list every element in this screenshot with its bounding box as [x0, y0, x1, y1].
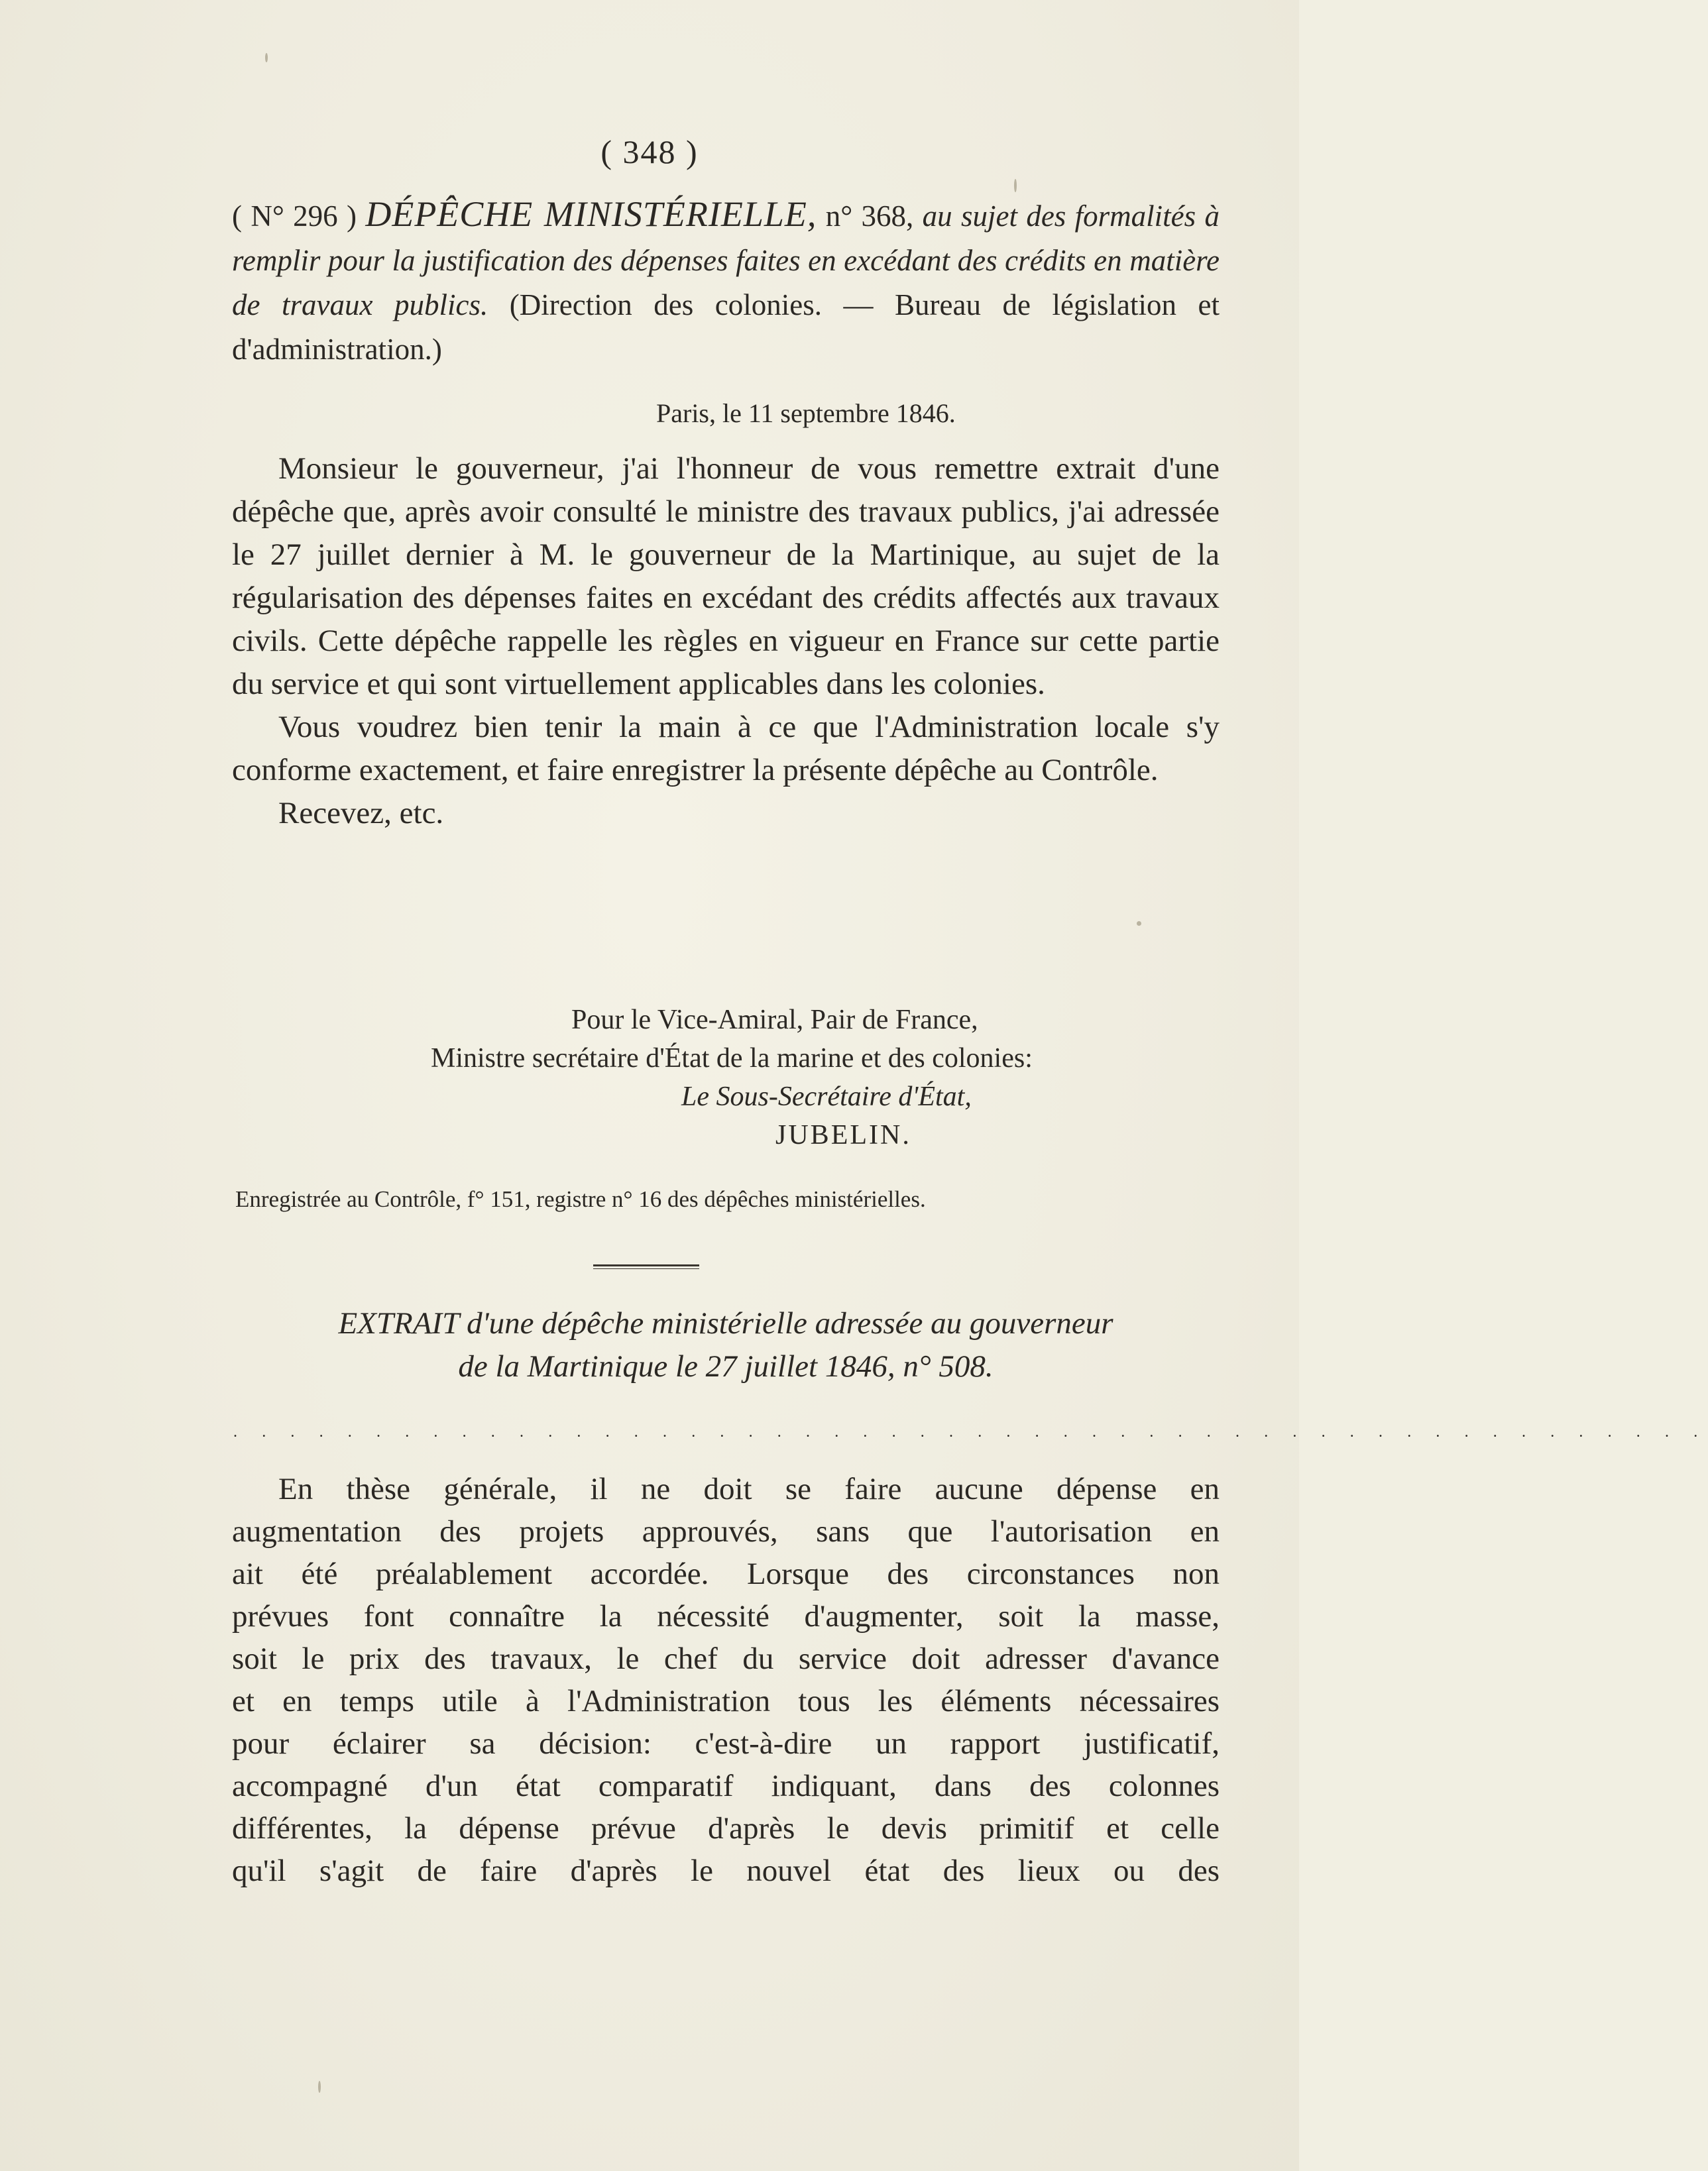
extract-body: [232, 1468, 1220, 1892]
paragraph: Monsieur le gouverneur, j'ai l'honneur de vous remettre extrait d'une dépêche que, après avoir consulté le ministre des travaux publics, j'ai adressée le 27 juillet dernier à M. le gouverneur de la Martinique, au sujet de la régularisation des dépenses faites en excédant des crédits affectés aux travaux civils. Cette dépêche rappelle les règles en vigueur en France sur cette partie du service et qui sont virtuellement applicables dans les colonies.: [232, 451, 1220, 701]
extract-line: soit le prix des travaux, le chef du service doit adresser d'avance: [232, 1642, 1220, 1676]
page-number: ( 348 ): [600, 133, 699, 170]
extract-title-line: EXTRAIT d'une dépêche ministérielle adressée au gouverneur: [338, 1306, 1113, 1341]
dispatch-ref: n° 368,: [825, 199, 914, 233]
section-divider: [593, 1264, 699, 1269]
paragraph: Vous voudrez bien tenir la main à ce que l'Administration locale s'y conforme exactement, et faire enregistrer la présente dépêche au Contrôle.: [232, 710, 1220, 787]
paper-speck: [318, 2081, 321, 2093]
extract-title-line: de la Martinique le 27 juillet 1846, n° 508.: [458, 1349, 994, 1384]
paper-speck: [1137, 921, 1141, 926]
signatory-name: JUBELIN.: [775, 1120, 911, 1150]
elision-dots: . . . . . . . . . . . . . . . . . . . . . . . . . . . . . . . . . . . . . . . . . . . . . . . . . . . .: [233, 1423, 1708, 1441]
dispatch-subject: au sujet des formalités à remplir pour la justification des dépenses faites en excédant des crédits en matière de travaux publics.: [232, 199, 1220, 321]
extract-line: pour éclairer sa décision: c'est-à-dire un rapport justificatif,: [232, 1726, 1220, 1761]
paper-speck: [265, 53, 268, 62]
extract-line: accompagné d'un état comparatif indiquant, dans des colonnes: [232, 1769, 1220, 1803]
extract-line: ait été préalablement accordée. Lorsque des circonstances non: [232, 1557, 1220, 1591]
extract-title: [232, 1302, 1220, 1388]
signature-line: Le Sous-Secrétaire d'État,: [681, 1082, 972, 1112]
dispatch-number: ( N° 296 ): [232, 199, 357, 233]
signature-line: Pour le Vice-Amiral, Pair de France,: [571, 1005, 978, 1035]
extract-line: En thèse générale, il ne doit se faire aucune dépense en: [278, 1472, 1220, 1506]
signature-line: Ministre secrétaire d'État de la marine et des colonies:: [431, 1043, 1033, 1074]
registration-note: Enregistrée au Contrôle, f° 151, registre n° 16 des dépêches ministérielles.: [235, 1186, 926, 1212]
paper-speck: [1014, 179, 1017, 192]
extract-line: augmentation des projets approuvés, sans que l'autorisation en: [232, 1514, 1220, 1549]
paragraph: Recevez, etc.: [278, 796, 444, 830]
extract-line: et en temps utile à l'Administration tous les éléments nécessaires: [232, 1684, 1220, 1718]
dateline: Paris, le 11 septembre 1846.: [656, 398, 956, 428]
dispatch-direction: (Direction des colonies. — Bureau de législation et d'administration.): [232, 288, 1220, 366]
letter-body: [232, 447, 1220, 835]
dispatch-title: DÉPÊCHE MINISTÉRIELLE,: [365, 194, 817, 234]
extract-line: prévues font connaître la nécessité d'augmenter, soit la masse,: [232, 1599, 1220, 1634]
extract-line: différentes, la dépense prévue d'après le devis primitif et celle: [232, 1811, 1220, 1846]
dispatch-heading: [232, 192, 1220, 372]
extract-line: qu'il s'agit de faire d'après le nouvel état des lieux ou des: [232, 1854, 1220, 1888]
